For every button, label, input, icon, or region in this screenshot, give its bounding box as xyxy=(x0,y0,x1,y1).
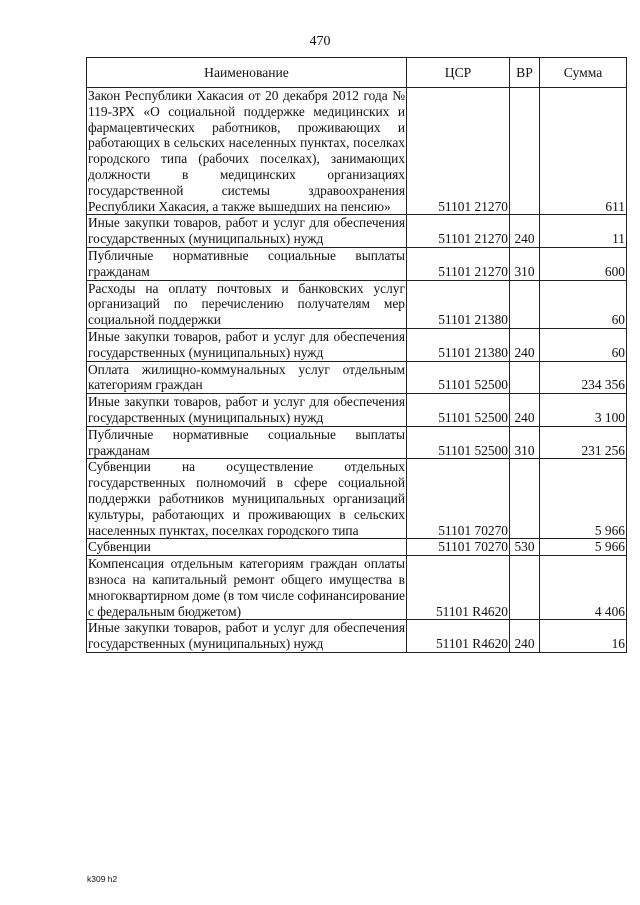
row-csr: 51101 70270 xyxy=(407,539,510,556)
table-row xyxy=(87,215,627,248)
row-vr xyxy=(510,88,540,215)
row-sum: 60 xyxy=(540,328,627,361)
row-sum: 16 xyxy=(540,620,627,653)
row-csr: 51101 21270 xyxy=(407,215,510,248)
row-sum: 60 xyxy=(540,280,627,328)
column-header-csr: ЦСР xyxy=(407,58,510,88)
row-csr: 51101 52500 xyxy=(407,361,510,394)
row-vr: 240 xyxy=(510,215,540,248)
row-csr: 51101 52500 xyxy=(407,426,510,459)
table-header-row xyxy=(87,58,627,88)
row-csr: 51101 R4620 xyxy=(407,620,510,653)
footer-document-code: k309 h2 xyxy=(87,874,118,884)
row-name: Иные закупки товаров, работ и услуг для обеспечения государственных (муниципальных) нужд xyxy=(88,394,405,425)
row-name: Закон Республики Хакасия от 20 декабря 2012 года № 119-ЗРХ «О социальной поддержке медицинских и фармацевтических работников, проживающих и работающих в сельских населенных пунктах, поселках городского типа (рабочих поселках), занимающих должности в медицинских организациях государственной системы здравоохранения Республики Хакасия, а также вышедших на пенсию» xyxy=(88,88,405,214)
row-csr: 51101 21380 xyxy=(407,328,510,361)
row-csr: 51101 21270 xyxy=(407,88,510,215)
row-vr: 310 xyxy=(510,426,540,459)
row-vr: 240 xyxy=(510,620,540,653)
row-sum: 3 100 xyxy=(540,394,627,427)
row-name: Субвенции xyxy=(87,539,407,556)
row-sum: 231 256 xyxy=(540,426,627,459)
row-name: Компенсация отдельным категориям граждан оплаты взноса на капитальный ремонт общего имущества в многоквартирном доме (в том числе софинансирование с федеральным бюджетом) xyxy=(88,556,405,619)
table-row xyxy=(87,394,627,427)
column-header-sum: Сумма xyxy=(540,58,627,88)
column-header-name: Наименование xyxy=(87,58,407,88)
row-sum: 5 966 xyxy=(540,539,627,556)
row-name: Публичные нормативные социальные выплаты гражданам xyxy=(88,426,405,458)
table-row xyxy=(87,247,627,280)
row-vr: 530 xyxy=(510,539,540,556)
row-vr: 240 xyxy=(510,394,540,427)
table-row xyxy=(87,328,627,361)
row-csr: 51101 70270 xyxy=(407,459,510,539)
row-csr: 51101 21270 xyxy=(407,247,510,280)
row-sum: 5 966 xyxy=(540,459,627,539)
row-csr: 51101 52500 xyxy=(407,394,510,427)
table-row xyxy=(87,539,627,556)
table-row xyxy=(87,620,627,653)
row-name: Иные закупки товаров, работ и услуг для обеспечения государственных (муниципальных) нужд xyxy=(88,215,405,247)
table-row xyxy=(87,426,627,459)
row-name: Субвенции на осуществление отдельных государственных полномочий в сфере социальной поддержки работников муниципальных организаций культуры, работающих и проживающих в сельских населенных пунктах, поселках городского типа xyxy=(88,459,405,538)
table-row xyxy=(87,88,627,215)
row-sum: 11 xyxy=(540,215,627,248)
table-row xyxy=(87,280,627,328)
row-name: Иные закупки товаров, работ и услуг для обеспечения государственных (муниципальных) нужд xyxy=(88,328,405,360)
row-vr: 240 xyxy=(510,328,540,361)
budget-table xyxy=(86,57,627,653)
row-sum: 600 xyxy=(540,247,627,280)
row-vr xyxy=(510,459,540,539)
table-row xyxy=(87,556,627,620)
row-name: Расходы на оплату почтовых и банковских услуг организаций по перечислению получателям мер социальной поддержки xyxy=(88,280,405,328)
row-name: Иные закупки товаров, работ и услуг для обеспечения государственных (муниципальных) нужд xyxy=(88,620,405,652)
row-vr: 310 xyxy=(510,247,540,280)
row-csr: 51101 R4620 xyxy=(407,556,510,620)
row-vr xyxy=(510,280,540,328)
row-sum: 234 356 xyxy=(540,361,627,394)
row-vr xyxy=(510,556,540,620)
row-name: Оплата жилищно-коммунальных услуг отдельным категориям граждан xyxy=(88,361,405,393)
row-sum: 611 xyxy=(540,88,627,215)
row-sum: 4 406 xyxy=(540,556,627,620)
column-header-vr: ВР xyxy=(510,58,540,88)
table-row xyxy=(87,361,627,394)
row-csr: 51101 21380 xyxy=(407,280,510,328)
row-vr xyxy=(510,361,540,394)
page-number: 470 xyxy=(309,34,331,49)
table-row xyxy=(87,459,627,539)
row-name: Публичные нормативные социальные выплаты гражданам xyxy=(88,247,405,279)
